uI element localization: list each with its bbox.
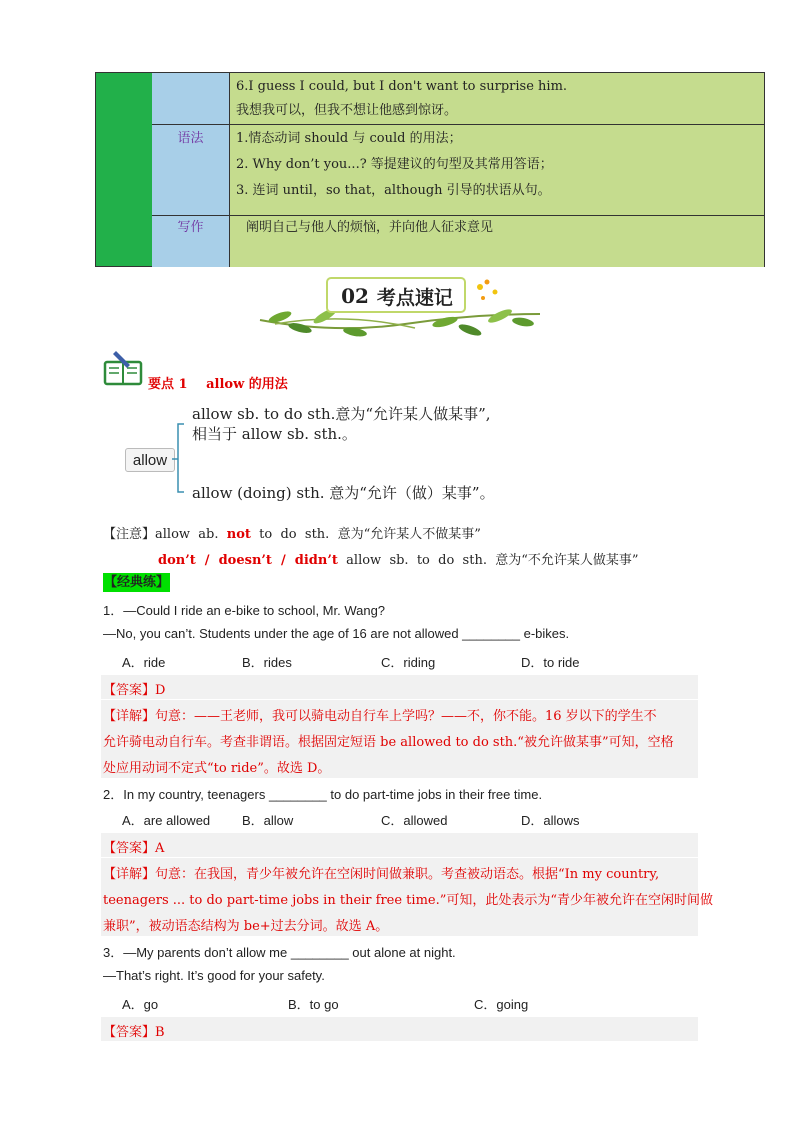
grammar-label: 语法 — [177, 131, 204, 146]
table-row1-line2: 我想我可以，但我不想让他感到惊讶。 — [236, 103, 458, 118]
q3-option-b: B．to go — [288, 997, 339, 1012]
q1-detail — [103, 704, 674, 782]
q2-option-a: A．are allowed — [122, 813, 211, 828]
book-pen-icon — [102, 348, 146, 388]
diagram-branch-1-line-1: allow sb. to do sth.意为“允许某人做某事”, — [192, 405, 491, 423]
point-label: 要点 1 — [148, 377, 188, 392]
q3-option-c: C．going — [474, 997, 529, 1012]
table-row1-line1: 6.I guess I could, but I don't want to surprise him. — [236, 79, 568, 94]
grammar-line-1: 1.情态动词 should 与 could 的用法； — [236, 131, 462, 146]
table-row3-label-cell — [152, 216, 230, 267]
table-side-bar — [96, 73, 153, 266]
banner-number: 02 — [341, 284, 369, 308]
q1-detail-line: 处应用动词不定式“to ride”。故选 D。 — [103, 761, 331, 776]
table-row2-content — [230, 125, 764, 215]
point-title: allow 的用法 — [206, 377, 288, 392]
q2-detail — [103, 862, 713, 940]
note-line-1 — [103, 523, 481, 542]
q2-answer: 【答案】A — [103, 841, 165, 856]
q1-option-b: B．rides — [242, 655, 292, 670]
diagram-branch-1 — [192, 404, 491, 444]
q1-detail-line: 【详解】句意：——王老师，我可以骑电动自行车上学吗？——不，你不能。16 岁以下的学生不 — [103, 709, 657, 724]
note-line-2 — [158, 549, 639, 568]
note-not: not — [226, 527, 251, 542]
table-row1-label-cell — [152, 73, 230, 125]
table-row1-content — [230, 73, 764, 125]
q2-detail-line: 兼职”，被动语态结构为 be+过去分词。故选 A。 — [103, 919, 389, 934]
q1-option-a: A．ride — [122, 655, 166, 670]
q3-line-1: 3．—My parents don’t allow me ________ out alone at night. — [103, 945, 456, 960]
diagram-branch-2: allow (doing) sth. 意为“允许（做）某事”。 — [192, 484, 495, 502]
q1-option-d: D．to ride — [521, 655, 580, 670]
q1-option-c: C．riding — [381, 655, 436, 670]
q3-option-a: A．go — [122, 997, 159, 1012]
q2-answer-band — [101, 833, 698, 857]
diagram-brace — [172, 418, 192, 498]
diagram-branch-1-line-2: 相当于 allow sb. sth.。 — [192, 425, 357, 443]
summary-table — [95, 72, 765, 267]
table-row3-content — [230, 216, 764, 267]
q2-option-d: D．allows — [521, 813, 580, 828]
note-rest: to do sth. 意为“允许某人不做某事” — [250, 527, 481, 542]
q2-detail-line: 【详解】句意：在我国，青少年被允许在空闲时间做兼职。考查被动语态。根据“In my country, — [103, 867, 660, 882]
practice-label: 【经典练】 — [104, 575, 170, 590]
banner-heading: 考点速记 — [376, 286, 453, 309]
writing-label: 写作 — [177, 220, 204, 235]
section-banner — [255, 272, 545, 342]
q1-detail-line: 允许骑电动自行车。考查非谓语。根据固定短语 be allowed to do sth.“被允许做某事”可知，空格 — [103, 735, 674, 750]
writing-text: 阐明自己与他人的烦恼，并向他人征求意见 — [246, 220, 494, 235]
point-1-heading — [148, 373, 288, 392]
q2-option-c: C．allowed — [381, 813, 448, 828]
q1-answer: 【答案】D — [103, 683, 166, 698]
q1-line-2: —No, you can’t. Students under the age of 16 are not allowed ________ e-bikes. — [103, 626, 570, 641]
q3-answer: 【答案】B — [103, 1025, 165, 1040]
grammar-line-3: 3. 连词 until，so that，although 引导的状语从句。 — [236, 183, 551, 198]
note-prefix: 【注意】allow ab. — [103, 527, 227, 542]
q2-detail-line: teenagers ... to do part-time jobs in their free time.”可知，此处表示为“青少年被允许在空闲时间做 — [103, 893, 714, 908]
diagram-root: allow — [125, 448, 175, 472]
q2-line-1: 2．In my country, teenagers ________ to do part-time jobs in their free time. — [103, 787, 543, 802]
note-neg-forms: don’t / doesn’t / didn’t — [158, 553, 338, 568]
note-neg-rest: allow sb. to do sth. 意为“不允许某人做某事” — [337, 553, 639, 568]
grammar-line-2: 2. Why don’t you...? 等提建议的句型及其常用答语； — [236, 157, 553, 172]
q1-line-1: 1．—Could I ride an e-bike to school, Mr. Wang? — [103, 603, 386, 618]
q1-answer-band — [101, 675, 698, 699]
q3-line-2: —That’s right. It’s good for your safety. — [103, 968, 325, 983]
table-row2-label-cell — [152, 125, 230, 215]
q2-option-b: B．allow — [242, 813, 294, 828]
q3-answer-band — [101, 1017, 698, 1041]
banner-title — [335, 282, 459, 310]
